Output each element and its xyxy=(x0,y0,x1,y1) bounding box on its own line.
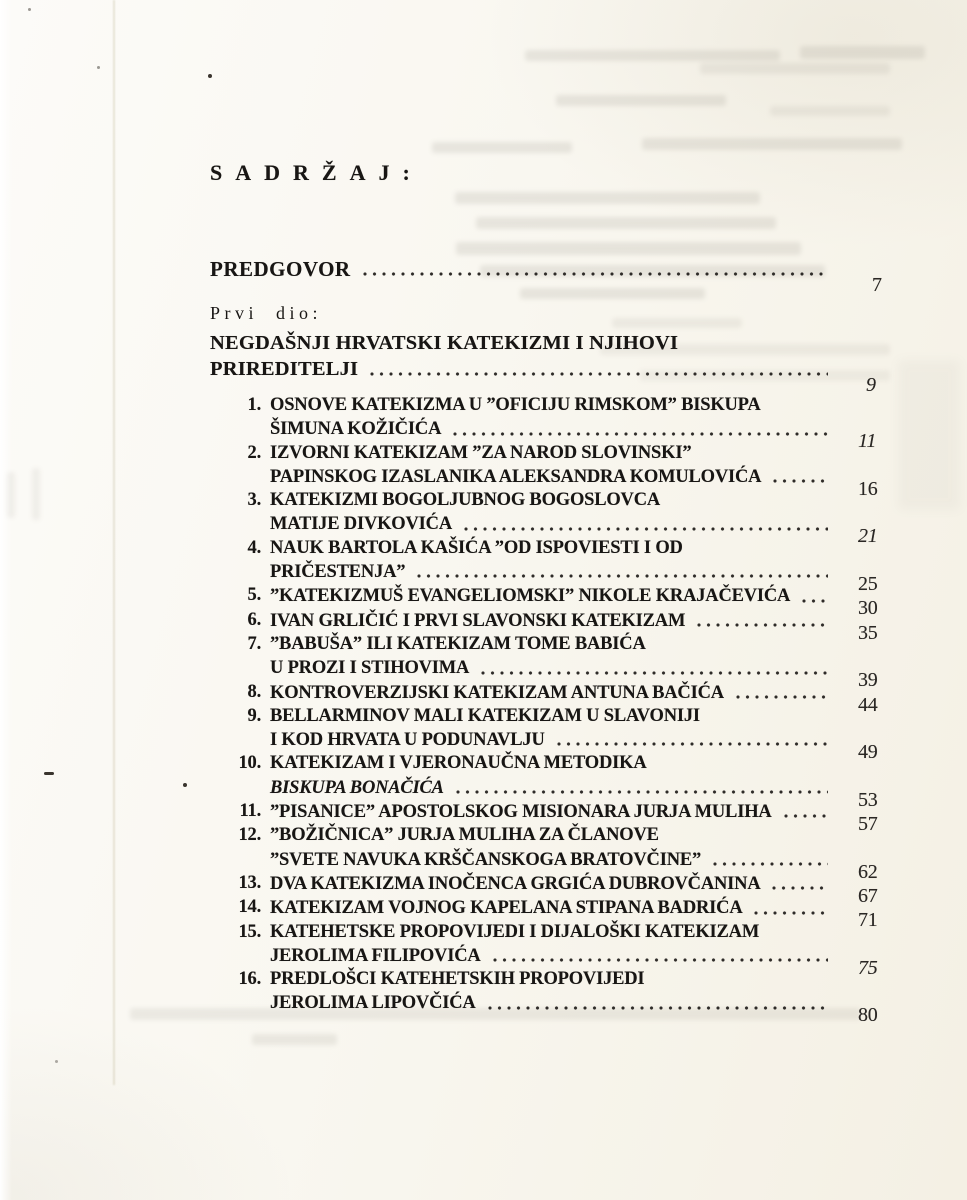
ink-speck xyxy=(44,772,54,775)
dot-leader xyxy=(363,270,828,278)
ink-speck xyxy=(97,66,100,69)
toc-entry-line xyxy=(270,656,910,692)
toc-entry-lines xyxy=(270,537,910,596)
page-number: 67 xyxy=(858,884,878,907)
ink-speck xyxy=(183,783,187,787)
toc-entry-title: KATEHETSKE PROPOVIJEDI I DIJALOŠKI KATEKIZAM xyxy=(270,921,760,942)
bleed-through-artifact xyxy=(525,50,780,61)
toc-entry-line xyxy=(270,560,910,596)
page-number: 39 xyxy=(858,669,878,692)
toc-entry-title: IVAN GRLIČIĆ I PRVI SLAVONSKI KATEKIZAM xyxy=(270,610,686,631)
toc-entry-lines xyxy=(270,921,910,979)
dot-leader xyxy=(370,370,828,378)
toc-entry-title: OSNOVE KATEKIZMA U ”OFICIJU RIMSKOM” BISKUPA xyxy=(270,395,761,415)
toc-entry-number: 5. xyxy=(247,585,261,606)
toc-entry-line xyxy=(270,944,910,979)
toc-entry-title: PAPINSKOG IZASLANIKA ALEKSANDRA KOMULOVIĆA xyxy=(270,466,762,487)
dot-leader xyxy=(697,621,828,629)
toc-entry-title: BELLARMINOV MALI KATEKIZAM U SLAVONIJI xyxy=(270,705,700,726)
toc-entry-lines xyxy=(270,968,910,1027)
toc-entry-title: KATEKIZAM I VJERONAUČNA METODIKA xyxy=(270,753,647,774)
bleed-through-artifact xyxy=(642,138,902,150)
dot-leader xyxy=(488,1004,828,1012)
ink-speck xyxy=(208,74,212,78)
toc-entry-number: 7. xyxy=(247,633,261,654)
paper-crease-line xyxy=(113,0,115,1085)
toc-entry-line xyxy=(270,465,910,500)
dot-leader xyxy=(784,812,828,820)
part-title-line: PRIREDITELJI xyxy=(210,358,359,380)
part-title xyxy=(210,330,910,396)
toc-entry-line xyxy=(270,394,910,417)
toc-entry-line xyxy=(270,824,910,847)
page-number: 75 xyxy=(858,956,878,979)
toc-entry-line xyxy=(270,584,910,620)
bleed-through-artifact xyxy=(700,63,890,74)
toc-entry-number: 1. xyxy=(247,395,261,415)
toc-entry-title: ”KATEKIZMUŠ EVANGELIOMSKI” NIKOLE KRAJAČEVIĆA xyxy=(270,586,791,607)
toc-entry-lines xyxy=(270,752,910,811)
page-title: SADRŽAJ: xyxy=(210,160,423,185)
toc-entry-number: 16. xyxy=(238,969,261,990)
toc-entry-title: JEROLIMA FILIPOVIĆA xyxy=(270,945,481,966)
toc-entry-number: 12. xyxy=(238,825,261,846)
toc-entry-title: PREDLOŠCI KATEHETSKIH PROPOVIJEDI xyxy=(270,969,645,990)
ink-speck xyxy=(28,8,31,11)
toc-entry-lines xyxy=(270,442,910,500)
toc-entry-line xyxy=(270,537,910,560)
page-number: 57 xyxy=(858,813,878,836)
table-of-contents xyxy=(210,160,910,1027)
dot-leader xyxy=(456,788,828,796)
dot-leader xyxy=(736,693,828,701)
toc-entry-title: BISKUPA BONAČIĆA xyxy=(270,777,444,798)
toc-entry-line xyxy=(270,705,910,728)
dot-leader xyxy=(557,740,828,748)
toc-entry-number: 15. xyxy=(238,921,261,942)
toc-entry xyxy=(210,752,910,811)
toc-entry-lines xyxy=(270,824,910,883)
toc-entry-line xyxy=(270,489,910,512)
page-number: 49 xyxy=(858,741,878,764)
toc-entry-lines xyxy=(270,633,910,692)
dot-leader xyxy=(417,572,828,580)
toc-entry-title: ”PISANICE” APOSTOLSKOG MISIONARA JURJA MULIHA xyxy=(270,802,772,823)
toc-entry-lines xyxy=(270,584,910,620)
toc-entry-title: ”BABUŠA” ILI KATEKIZAM TOME BABIĆA xyxy=(270,633,646,654)
dot-leader xyxy=(773,477,828,485)
toc-entry xyxy=(210,537,910,596)
bleed-through-artifact xyxy=(556,95,726,106)
toc-entry-title: ”BOŽIČNICA” JURJA MULIHA ZA ČLANOVE xyxy=(270,825,659,846)
toc-entry-number: 8. xyxy=(247,681,261,702)
toc-entry-title: PRIČESTENJA” xyxy=(270,562,406,583)
page-number: 44 xyxy=(858,693,878,716)
toc-entry-line xyxy=(270,872,910,907)
page-number: 21 xyxy=(858,525,878,548)
toc-entry-number: 11. xyxy=(239,801,261,822)
page-number: 53 xyxy=(858,788,878,811)
toc-entry-line xyxy=(270,921,910,944)
toc-entry-label: PREDGOVOR xyxy=(210,257,351,281)
page-number: 7 xyxy=(872,274,883,296)
dot-leader xyxy=(464,525,828,533)
bleed-through-artifact xyxy=(252,1034,337,1045)
toc-entry-title: I KOD HRVATA U PODUNAVLJU xyxy=(270,730,545,751)
toc-entry-title: KONTROVERZIJSKI KATEKIZAM ANTUNA BAČIĆA xyxy=(270,682,724,703)
toc-entry-title: ”SVETE NAVUKA KRŠČANSKOGA BRATOVČINE” xyxy=(270,849,702,870)
toc-entry-line xyxy=(270,776,910,811)
toc-entry-line xyxy=(270,442,910,465)
toc-entry-number: 10. xyxy=(238,753,261,774)
toc-entry-title: KATEKIZMI BOGOLJUBNOG BOGOSLOVCA xyxy=(270,490,661,511)
dot-leader xyxy=(772,884,828,892)
page-left-edge xyxy=(0,0,12,1200)
toc-entry-line xyxy=(270,848,910,883)
toc-entry xyxy=(210,968,910,1027)
toc-entry-number: 3. xyxy=(247,490,261,511)
toc-entries xyxy=(210,394,910,1027)
part-label: Prvi dio: xyxy=(210,303,323,323)
page-number: 71 xyxy=(858,909,878,932)
toc-entry-line xyxy=(270,752,910,775)
ink-speck xyxy=(55,1060,58,1063)
toc-entry-title: IZVORNI KATEKIZAM ”ZA NAROD SLOVINSKI” xyxy=(270,442,692,463)
page-number: 62 xyxy=(858,860,878,883)
toc-entry-title: JEROLIMA LIPOVČIĆA xyxy=(270,993,476,1014)
toc-entry-line xyxy=(270,633,910,656)
toc-entry-title: NAUK BARTOLA KAŠIĆA ”OD ISPOVIESTI I OD xyxy=(270,537,683,558)
toc-entry-line xyxy=(270,991,910,1027)
toc-entry-title: ŠIMUNA KOŽIČIĆA xyxy=(270,419,442,440)
page-number: 9 xyxy=(866,374,877,396)
page-number: 30 xyxy=(858,597,878,620)
dot-leader xyxy=(481,669,828,677)
toc-entry-number: 13. xyxy=(238,872,261,893)
toc-entry xyxy=(210,633,910,692)
toc-entry-title: U PROZI I STIHOVIMA xyxy=(270,658,470,679)
page-number: 25 xyxy=(858,573,878,596)
toc-entry-predgovor xyxy=(210,257,910,296)
toc-entry-number: 14. xyxy=(238,897,261,918)
page-number: 35 xyxy=(858,621,878,644)
toc-entry xyxy=(210,872,910,907)
bleed-through-artifact xyxy=(800,46,925,59)
toc-entry-title: KATEKIZAM VOJNOG KAPELANA STIPANA BADRIĆA xyxy=(270,898,743,919)
toc-entry xyxy=(210,442,910,500)
dot-leader xyxy=(802,597,828,605)
margin-smudge-artifact xyxy=(32,468,40,520)
part-title-row xyxy=(210,356,910,396)
toc-entry xyxy=(210,921,910,979)
dot-leader xyxy=(493,956,828,964)
page-number: 16 xyxy=(858,477,878,500)
toc-entry-number: 4. xyxy=(247,537,261,558)
toc-entry-title: MATIJE DIVKOVIĆA xyxy=(270,514,452,535)
bleed-through-artifact xyxy=(770,106,890,116)
page-number: 80 xyxy=(858,1004,878,1027)
toc-entry-number: 2. xyxy=(247,442,261,463)
toc-entry-line xyxy=(270,968,910,991)
toc-entry-lines xyxy=(270,872,910,907)
bleed-through-artifact xyxy=(432,142,572,153)
dot-leader xyxy=(453,430,828,438)
part-title-line: NEGDAŠNJI HRVATSKI KATEKIZMI I NJIHOVI xyxy=(210,332,679,354)
toc-entry-number: 6. xyxy=(247,609,261,630)
margin-smudge-artifact xyxy=(7,472,15,518)
toc-entry xyxy=(210,584,910,620)
dot-leader xyxy=(754,909,828,917)
toc-entry-title: DVA KATEKIZMA INOČENCA GRGIĆA DUBROVČANINA xyxy=(270,873,761,894)
toc-entry-number: 9. xyxy=(247,705,261,726)
page-number: 11 xyxy=(858,430,877,453)
dot-leader xyxy=(713,860,828,868)
